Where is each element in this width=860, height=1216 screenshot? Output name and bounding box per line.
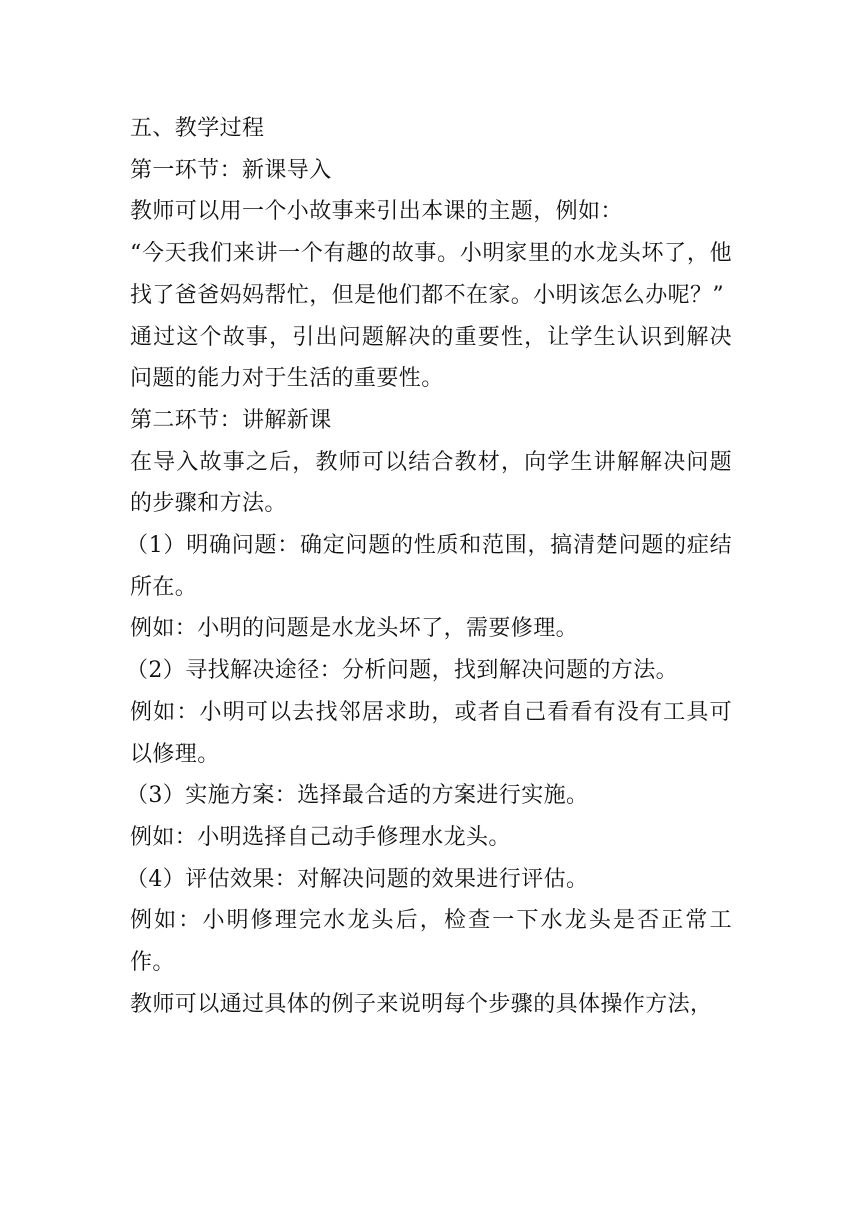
story-quote: “今天我们来讲一个有趣的故事。小明家里的水龙头坏了，他找了爸爸妈妈帮忙，但是他们都不在家。小明该怎么办呢？”: [130, 241, 732, 308]
step-item: （4）评估效果：对解决问题的效果进行评估。: [126, 866, 589, 892]
step-item: （2）寻找解决途径：分析问题，找到解决问题的方法。: [126, 658, 678, 684]
paragraph: 在导入故事之后，教师可以结合教材，向学生讲解解决问题的步骤和方法。: [130, 449, 732, 517]
example-paragraph: 例如：小明选择自己动手修理水龙头。: [130, 824, 511, 850]
subsection-heading: 第一环节：新课导入: [130, 157, 332, 183]
subsection-heading: 第二环节：讲解新课: [130, 407, 332, 433]
step-item: （3）实施方案：选择最合适的方案进行实施。: [126, 783, 589, 809]
section-heading: 五、教学过程: [130, 116, 265, 141]
step-item: （1）明确问题：确定问题的性质和范围，搞清楚问题的症结所在。: [126, 533, 732, 600]
example-paragraph: 例如：小明的问题是水龙头坏了，需要修理。: [130, 616, 579, 642]
document-body: [126, 108, 732, 1025]
paragraph: 教师可以用一个小故事来引出本课的主题，例如：: [130, 199, 623, 225]
example-paragraph: 例如：小明可以去找邻居求助，或者自己看看有没有工具可以修理。: [130, 699, 732, 767]
example-paragraph: 例如：小明修理完水龙头后，检查一下水龙头是否正常工作。: [130, 908, 732, 976]
paragraph: 通过这个故事，引出问题解决的重要性，让学生认识到解决问题的能力对于生活的重要性。: [130, 324, 732, 392]
paragraph: 教师可以通过具体的例子来说明每个步骤的具体操作方法，: [130, 991, 713, 1017]
